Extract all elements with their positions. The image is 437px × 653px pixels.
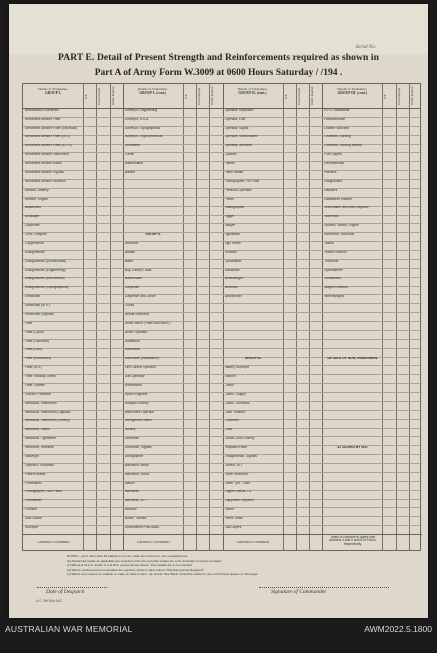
table-cell: Photographer, Pin Plate — [224, 179, 260, 183]
table-cell: Armament Artificer Fitter (Electrical) — [25, 126, 78, 130]
table-cell: Hospital Orderly — [124, 401, 149, 405]
form-title-line-1: PART E. Detail of Present Strength and Reinforcements required as shown in — [58, 53, 379, 63]
table-cell: GROUP II. — [145, 233, 162, 237]
column-header-title: Details of Tradesmen. — [137, 87, 168, 91]
row-line — [322, 303, 422, 304]
table-cell: Fitter (Cycle) — [25, 330, 44, 334]
row-line — [223, 339, 323, 340]
table-cell: Fire Control Operator — [124, 366, 156, 370]
table-cell: Roughriders — [324, 179, 343, 183]
sub-header: Present Strength — [198, 87, 201, 105]
row-line — [322, 330, 422, 331]
row-line — [322, 321, 422, 322]
row-line — [223, 312, 323, 313]
table-cell: Fitter, Railway Diesel — [25, 375, 56, 379]
table-cell: Toolmaker — [124, 144, 140, 148]
table-cell: Wheelwright — [224, 277, 243, 281]
row-line — [322, 499, 422, 500]
table-cell: Operator, Switchboard — [224, 135, 258, 139]
table-cell: Predictor Operator — [224, 188, 252, 192]
note-line: (c) Where A.W.A.S. and/or A.A.N.W.S. personnel are shown, their details are to be included. — [67, 563, 193, 568]
table-cell: DETAILS OF NON-TRADESMEN. — [327, 357, 378, 361]
table-cell: Fitter — [25, 321, 33, 325]
table-cell: Tinsmith — [224, 250, 237, 254]
table-cell: Surveyor, Trigonometrical — [124, 135, 163, 139]
table-cell: Nurse, Trained — [124, 517, 147, 521]
sub-header: W.E. — [384, 93, 388, 99]
table-cell: Armament Artificer Radio — [25, 162, 62, 166]
archive-id: AWM2022.5.1800 — [364, 624, 432, 634]
table-cell: Operator, Excavator — [25, 463, 55, 467]
table-cell: Cooks — [124, 304, 135, 308]
sub-header: W.E. — [85, 93, 88, 99]
table-cell: Drivers, M.T. — [224, 463, 243, 467]
table-cell: Tailors — [324, 241, 334, 245]
table-cell: Armament Artificer Fitter — [25, 117, 61, 121]
serial-number-label: Serial No. — [355, 45, 376, 50]
table-cell: Baker — [124, 259, 134, 263]
row-line — [223, 321, 323, 322]
table-cell: Moulder — [124, 508, 137, 512]
row-line — [123, 206, 223, 207]
table-cell: Vulcanisers — [324, 277, 342, 281]
table-cell: Upholsterer — [224, 259, 242, 263]
row-line — [322, 454, 422, 455]
table-cell: Wheelwrights — [324, 295, 345, 299]
table-cell: Vulcaniser — [224, 268, 240, 272]
note-line: NOTES.—(a) If more than 26 tradesmen of one trade are in the unit, use a separate line. — [67, 554, 189, 558]
table-cell: Armament Artificer Signals — [25, 170, 64, 174]
table-cell: Operator, Signal — [224, 126, 249, 130]
row-line — [322, 401, 422, 402]
table-cell: Gas Operator — [124, 375, 145, 379]
table-cell: Armament Artificer Instrument — [25, 153, 69, 157]
sub-header: Reinfts. Required — [211, 86, 215, 106]
table-cell: Clerks, Supply — [224, 392, 246, 396]
table-cell: Saddlers — [324, 188, 338, 192]
strength-table — [22, 83, 421, 551]
table-cell: Storeman, Technical — [324, 233, 355, 237]
table-cell: Gas Layers — [224, 525, 242, 529]
column-header-1 — [23, 87, 83, 95]
table-cell: Dental Clerk Orderly — [224, 437, 255, 441]
row-line — [123, 215, 223, 216]
table-cell: Bricklayer — [25, 215, 40, 219]
table-cell: Linesman — [124, 437, 140, 441]
row-line — [322, 428, 422, 429]
row-line — [123, 197, 223, 198]
sub-header: Present Strength — [397, 87, 401, 105]
carried-forward-label: CARRIED FORWARD — [37, 541, 70, 544]
row-line — [322, 516, 422, 517]
table-cell: Equipment Repairer — [224, 499, 254, 503]
sub-header: W.E. — [284, 93, 288, 99]
row-line — [322, 348, 422, 349]
table-cell: Artisan — [124, 250, 136, 254]
row-line — [123, 223, 223, 224]
table-cell: Machinist, Metal — [124, 463, 149, 467]
sub-header: Present Strength — [297, 87, 301, 105]
table-cell: Operator, Line — [224, 117, 246, 121]
sub-header: Present Strength — [98, 87, 102, 105]
table-cell: Radiographer — [224, 206, 245, 210]
table-cell: Carpenter — [124, 286, 140, 290]
row-line — [223, 330, 323, 331]
table-cell: Operator, Keyboard — [224, 108, 254, 112]
sub-header: Reinfts. Required — [111, 86, 115, 106]
column-header-group: GROUP III. (cont.) — [337, 91, 368, 95]
table-cell: Electrician — [25, 295, 41, 299]
row-line — [322, 463, 422, 464]
table-cell: Mechanic, Instrument — [25, 401, 57, 405]
table-cell: Observation Post Assis. — [124, 525, 160, 529]
signature-label: Signature of Commander — [271, 589, 327, 595]
table-cell: Lithographer — [124, 454, 144, 458]
carried-forward-label: Totals of columns to agree with columns 4 and 5 and 6 of Part A. respectively. — [328, 535, 377, 546]
table-cell: Tinsmiths — [324, 259, 339, 263]
table-cell: Draughtsman (Architectural) — [25, 259, 67, 263]
table-cell: Clerk, Hospital — [25, 233, 47, 237]
table-cell: Cook — [224, 428, 233, 432]
row-line — [123, 179, 223, 180]
row-line — [322, 525, 422, 526]
table-cell: Mechanic, Instrument (Signals) — [25, 410, 71, 414]
table-cell: Fitter (Gun) — [25, 348, 42, 352]
date-despatch-label: Date of Despatch — [46, 589, 85, 595]
column-header-3 — [223, 87, 283, 95]
table-cell: Armament Artificer Wireless — [25, 179, 66, 183]
note-line: (b) Authorised trades as applicable are included in the list and other trades are to be included in column provided. — [67, 558, 222, 563]
table-cell: Saddletree makers — [324, 197, 352, 201]
table-cell: Driver Operator — [124, 330, 148, 334]
table-cell: Linesman, Signals — [124, 446, 152, 450]
table-cell: Shoemaker and Boot Repairer — [324, 206, 369, 210]
table-cell: Woodturner — [224, 295, 242, 299]
sub-header: W.E. — [184, 93, 188, 99]
table-cell: Pole Layers — [324, 153, 342, 157]
form-title-line-2: Part A of Army Form W.3009 at 0600 Hours Saturday / /194 . — [94, 68, 343, 78]
column-header-4 — [322, 87, 382, 95]
carried-forward-label: CARRIED FORWARD — [236, 541, 270, 544]
column-header-group: GROUP I. (cont.) — [139, 91, 167, 95]
row-line — [322, 392, 422, 393]
table-cell: Draughtsman (Topographical) — [25, 286, 69, 290]
table-cell: Receptionists — [324, 162, 345, 166]
table-cell: Mechanic, Radio — [25, 428, 50, 432]
table-cell: Clerks — [224, 383, 234, 387]
table-cell: Carpenter — [25, 224, 40, 228]
table-cell: Turner — [124, 153, 135, 157]
table-cell: Fitters' Mate — [224, 517, 243, 521]
table-cell: K.P.O. Assistants — [324, 108, 350, 112]
table-cell: Stokers, Steam, Engine — [324, 224, 359, 228]
table-cell: Driver-Mech. (Plant and Mech.) — [124, 321, 171, 325]
table-cell: Optician — [224, 153, 237, 157]
table-cell: Riveters — [324, 170, 337, 174]
signature-line — [259, 587, 389, 588]
table-cell: Machinist, Wood — [124, 472, 150, 476]
sub-header: Reinfts. Required — [311, 86, 314, 106]
table-cell: Millwright — [25, 454, 39, 458]
table-cell: Clerks, Technical — [224, 401, 250, 405]
row-line — [322, 436, 422, 437]
table-cell: Mechanic, Wireless — [25, 446, 54, 450]
column-header-title: Details of Tradesmen. — [337, 87, 368, 91]
table-cell: Orderlies, Nursing Mental — [324, 144, 362, 148]
table-cell: Coppersmith — [25, 241, 44, 245]
table-cell: Engine Hands, I.C. — [224, 490, 253, 494]
row-line — [322, 312, 422, 313]
table-cell: Signalman — [224, 233, 241, 237]
table-cell: Photographer, Gun Flash — [25, 490, 62, 494]
table-cell: Mason — [124, 481, 135, 485]
table-cell: Surveyor — [25, 525, 39, 529]
row-line — [123, 188, 223, 189]
table-cell: Upholsterers — [324, 268, 343, 272]
table-cell: Ammunition Examiners — [25, 108, 59, 112]
table-cell: Intelligence Duties — [124, 419, 152, 423]
row-line — [322, 490, 422, 491]
table-cell: Driver Tptr., Plant — [224, 481, 251, 485]
table-cell: Painter — [224, 162, 235, 166]
table-cell: Rigger — [224, 215, 235, 219]
print-code: A.C. 9th Edn 5/42 — [36, 599, 63, 603]
row-line — [322, 507, 422, 508]
table-cell: Wireman — [224, 286, 238, 290]
row-line — [322, 472, 422, 473]
table-cell: Sign Writer — [224, 241, 241, 245]
table-cell: Plumber — [25, 508, 38, 512]
table-cell: Panel Beater — [224, 170, 244, 174]
table-cell: Surveyor, R.S.A. — [124, 117, 150, 121]
row-line — [322, 410, 422, 411]
table-cell: Mechanic — [124, 490, 139, 494]
table-cell: Watchmaker — [124, 162, 144, 166]
table-cell: Fitter (M.V.) — [25, 366, 43, 370]
sub-header: Reinfts. Required — [410, 86, 414, 106]
table-cell: Boilermaker — [124, 277, 143, 281]
table-cell: Concreter — [224, 419, 239, 423]
table-cell: Wagon Erectors — [324, 286, 348, 290]
table-cell: GROUP III. — [244, 357, 262, 361]
row-line — [322, 339, 422, 340]
column-header-group: GROUP II. (cont.) — [238, 91, 267, 95]
row-line — [322, 383, 422, 384]
table-cell: Saw Doctor — [25, 517, 43, 521]
table-cell: Boy, Camp'n, Asst. — [124, 268, 153, 272]
table-cell: Draughtsman (Engineering) — [25, 268, 66, 272]
table-cell: Mechanic, Typewriter — [25, 437, 57, 441]
table-cell: Fitter (Electrical) — [25, 339, 49, 343]
archive-caption: AUSTRALIAN WAR MEMORIAL — [5, 624, 133, 634]
table-cell: Printer — [224, 197, 235, 201]
table-cell: Carpenter and Joiner — [124, 295, 156, 299]
table-cell: Sawyer — [224, 224, 236, 228]
table-cell: Armament Artificer Fitter (M.V.) — [25, 135, 71, 139]
table-cell: Textile Refiners — [324, 250, 347, 254]
table-cell: Hairdresser — [124, 383, 142, 387]
table-cell: ATTACHED BY W.E. — [337, 446, 369, 450]
table-cell: Pattern Maker — [25, 472, 46, 476]
table-cell: Clerk Trimmer — [224, 410, 246, 414]
table-cell: Battery Surveyor — [224, 366, 250, 370]
table-cell: Mechanic, M.T. — [124, 499, 147, 503]
table-cell: Farrier — [224, 508, 235, 512]
column-header-group: GROUP I. — [45, 91, 61, 95]
table-cell: Artificer, Artillery — [25, 188, 49, 192]
column-header-title: Details of Tradesmen. — [237, 87, 268, 91]
table-cell: Housewrecker — [324, 117, 346, 121]
table-cell: Draughtsman (Mechanical) — [25, 277, 65, 281]
carried-forward-label: CARRIED FORWARD — [136, 541, 170, 544]
table-cell: Storeman — [324, 215, 339, 219]
table-cell: Welder — [124, 170, 136, 174]
table-cell: Dental Mechanic — [124, 312, 150, 316]
table-cell: Electrician (Signals) — [25, 312, 55, 316]
table-cell: Operator, Wireless — [224, 144, 252, 148]
row-line — [322, 374, 422, 375]
table-cell: Despatch Rider — [224, 446, 248, 450]
table-cell: Artificer, Engine — [25, 197, 49, 201]
table-cell: Draftsman — [124, 339, 140, 343]
table-cell: Driver Mechanic — [224, 472, 249, 476]
table-cell: Electrician (M.V.) — [25, 304, 50, 308]
table-cell: Joinery — [124, 428, 136, 432]
table-cell: Mechanic, Instrument (Survey) — [25, 419, 70, 423]
table-cell: Butcher — [224, 375, 236, 379]
date-despatch-line — [37, 587, 107, 588]
table-cell: Photowriter — [25, 499, 42, 503]
table-cell: Hydro Engineer — [124, 392, 148, 396]
table-cell: Pharmacist — [25, 481, 42, 485]
table-cell: Grinder, Precision — [25, 392, 52, 396]
table-cell: Draughtsman — [25, 250, 45, 254]
note-line: (d) Where reinforcement not detailed are required, show in each column "Reinforcements Required". — [67, 567, 205, 572]
table-cell: Instrument Operator — [124, 410, 155, 414]
column-header-2 — [123, 87, 183, 95]
table-cell: Electrician (Installation) — [124, 357, 159, 361]
table-cell: Electrician — [124, 348, 140, 352]
table-cell: Leather Stitchers — [324, 126, 350, 130]
table-cell: Orderlies, Nursing — [324, 135, 351, 139]
table-cell: Surveyor, Topographical — [124, 126, 161, 130]
note-line: (e) Where any request or notation is made on back of form, the words "See Back" should be written in one of the blank spaces on this page. — [67, 572, 259, 577]
table-cell: Armourer — [124, 241, 139, 245]
row-line — [223, 303, 323, 304]
table-cell: Armament Artificer Fitter (A.F.V.) — [25, 144, 73, 148]
table-cell: Fitter (Instrument) — [25, 357, 52, 361]
table-cell: Draughtsman, Signals — [224, 454, 257, 458]
table-cell: Blacksmith — [25, 206, 41, 210]
row-line — [223, 348, 323, 349]
table-cell: Surveyor, Engineering — [124, 108, 158, 112]
table-cell: Fitter, System — [25, 383, 46, 387]
row-line — [322, 419, 422, 420]
column-header-title: Details of Tradesmen. — [38, 87, 68, 91]
form-sheet — [9, 4, 428, 618]
notes-block — [67, 554, 397, 577]
row-line — [322, 481, 422, 482]
row-line — [322, 365, 422, 366]
